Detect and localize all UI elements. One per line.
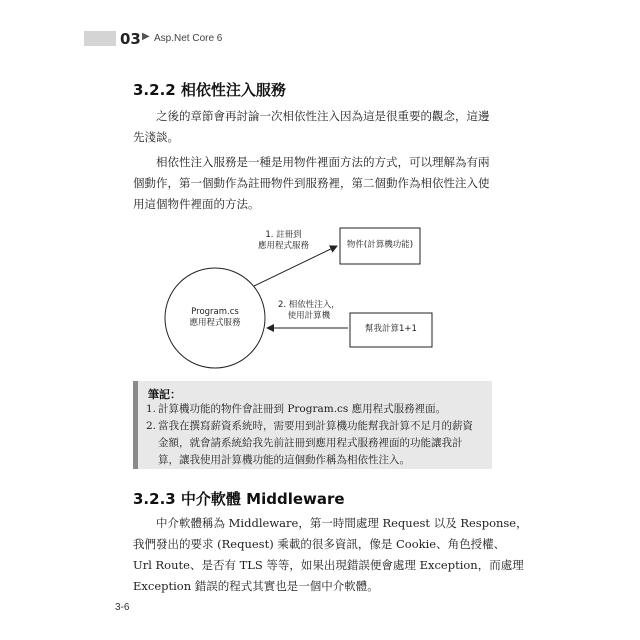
step2-label: 2. 相依性注入， 使用計算機 <box>278 300 340 321</box>
section2-line-1: 中介軟體稱為 Middleware，第一時間處理 Request 以及 Response， <box>156 516 528 530</box>
para2-line-1: 相依性注入服務是一種是用物件裡面方法的方式，可以理解為有兩 <box>156 155 490 169</box>
para1-line-2: 先淺談。 <box>133 130 179 144</box>
note-item-2-line-2: 金額，就會請系統給我先前註冊到應用程式服務裡面的功能讓我計 <box>158 437 463 449</box>
dependency-injection-diagram <box>150 220 470 370</box>
section-heading-322: 3.2.2 相依性注入服務 <box>133 81 286 99</box>
object-box-label: 物件(計算機功能) <box>346 240 414 250</box>
para2-line-2: 個動作，第一個動作為註冊物件到服務裡，第二個動作為相依性注入使 <box>133 176 490 190</box>
para1-line-1: 之後的章節會再討論一次相依性注入因為這是很重要的觀念，這邊 <box>156 109 490 123</box>
note-title: 筆記： <box>148 388 181 401</box>
note-item-2-line-3: 算，讓我使用計算機功能的這個動作稱為相依性注入。 <box>158 454 410 466</box>
section1-paragraph-2 <box>133 152 490 215</box>
book-title: Asp.Net Core 6 <box>154 33 223 44</box>
calc-box-label: 幫我計算1+1 <box>365 324 417 334</box>
chapter-arrow-icon: ▶ <box>142 31 150 42</box>
para2-line-3: 用這個物件裡面的方法。 <box>133 197 260 211</box>
program-label: Program.cs 應用程式服務 <box>189 307 241 328</box>
step1-label: 1. 註冊到 應用程式服務 <box>258 230 310 251</box>
chapter-number: 03 <box>120 30 141 48</box>
page-number: 3-6 <box>115 602 130 613</box>
section2-paragraph <box>133 513 528 597</box>
header-decoration-bar <box>84 31 116 46</box>
note-box <box>133 381 492 469</box>
register-arrow <box>254 246 337 286</box>
section2-line-2: 我們發出的要求 (Request) 乘載的很多資訊，像是 Cookie、角色授權、 <box>133 537 506 551</box>
section1-paragraph-1 <box>133 106 490 148</box>
section2-line-4: Exception 錯誤的程式其實也是一個中介軟體。 <box>133 579 379 593</box>
note-item-2: 2. 當我在撰寫薪資系統時，需要用到計算機功能幫我計算不足月的薪資 <box>146 420 473 432</box>
note-item-1: 1. 計算機功能的物件會註冊到 Program.cs 應用程式服務裡面。 <box>146 403 447 415</box>
diagram-svg <box>150 220 470 370</box>
section-heading-323: 3.2.3 中介軟體 Middleware <box>133 490 345 508</box>
section2-line-3: Url Route、是否有 TLS 等等，如果出現錯誤便會處理 Exception，而處理 <box>133 558 524 572</box>
